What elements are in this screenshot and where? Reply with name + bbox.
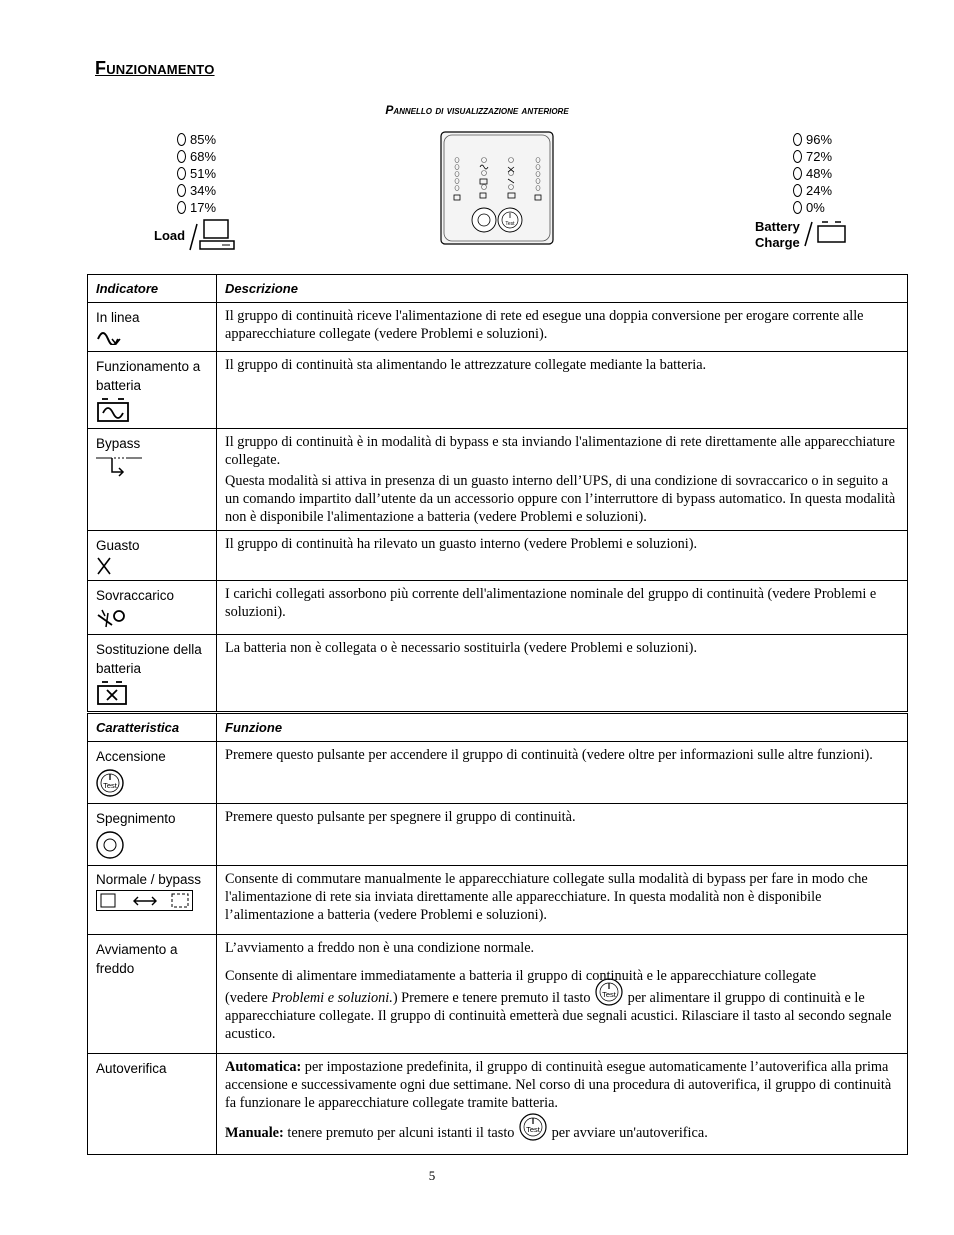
indicator-description: La batteria non è collegata o è necessario sostituirla (vedere Problemi e soluzioni). [225, 640, 698, 656]
test-button-icon [594, 977, 624, 1007]
feature-name: Avviamento a freddo [96, 942, 178, 976]
indicator-name: In linea [96, 310, 140, 325]
indicators-table [87, 274, 908, 712]
header-descrizione: Descrizione [217, 275, 908, 303]
battery-icon [803, 218, 849, 248]
load-led-17: 17% [177, 199, 216, 216]
indicator-name: Sovraccarico [96, 588, 175, 603]
feature-description: Premere questo pulsante per accendere il gruppo di continuità (vedere oltre per informazioni sulle altre funzioni). [225, 747, 873, 763]
page-number: 5 [428, 1168, 436, 1183]
feature-description: Automatica: per impostazione predefinita, il gruppo di continuità esegue automaticamente l’autoverifica alla prima accensione e successivamente ogni due settimane. Nel corso di una procedura di autoverifica, il gruppo di continuità fa funzionare le apparecchiature collegate tramite batteria. [225, 1059, 892, 1111]
power-on-test-button-icon [96, 768, 126, 798]
feature-description: Manuale: tenere premuto per alcuni istanti il tasto Test per avviare un'autoverifica. [225, 1124, 899, 1142]
feature-description: Consente di alimentare immediatamente a batteria il gruppo di continuità e le apparecchiature collegate [225, 968, 817, 984]
indicator-description: Il gruppo di continuità ha rilevato un guasto interno (vedere Problemi e soluzioni). [225, 536, 698, 552]
sine-wave-icon [96, 329, 128, 345]
normal-bypass-switch-icon [96, 890, 194, 912]
table-row [88, 935, 908, 1054]
battery-led-96: 96% [793, 131, 832, 148]
load-led-68: 68% [177, 148, 216, 165]
features-table [87, 713, 908, 1155]
header-caratteristica: Caratteristica [88, 714, 217, 742]
battery-led-24: 24% [793, 182, 832, 199]
load-label: Load [154, 228, 186, 243]
table-row [88, 352, 908, 429]
table-row [88, 581, 908, 635]
indicator-name: Funzionamento a batteria [96, 359, 201, 393]
feature-name: Autoverifica [96, 1061, 167, 1076]
feature-description: (vedere Problemi e soluzioni.) Premere e tenere premuto il tasto Test per alimentare il gruppo di continuità e le apparecchiature collegate. Il gruppo di continuità emetterà due segnali acustici. Rilasciare il tasto al secondo segnale acustico. [225, 989, 899, 1043]
header-funzione: Funzione [217, 714, 908, 742]
feature-name: Normale / bypass [96, 872, 202, 887]
replace-battery-icon [96, 680, 130, 706]
overload-icon [96, 607, 128, 629]
indicator-description: Il gruppo di continuità sta alimentando le attrezzature collegate mediante la batteria. [225, 357, 707, 373]
feature-description: Consente di commutare manualmente le apparecchiature collegate sulla modalità di bypass per fare in modo che l'alimentazione di rete sia inviata direttamente alle apparecchiature. In questa modalità non è disponibile l’alimentazione a batteria (vedere Problemi e soluzioni). [225, 871, 868, 923]
table-row [88, 635, 908, 712]
load-level-leds [177, 131, 216, 216]
svg-text:Test: Test [505, 221, 515, 227]
panel-subtitle: Pannello di visualizzazione anteriore [385, 103, 569, 117]
table-row [88, 742, 908, 804]
indicator-name: Sostituzione della batteria [96, 642, 202, 676]
table-row [88, 303, 908, 352]
svg-text:Test: Test [526, 1124, 540, 1134]
table-row [88, 429, 908, 531]
battery-sine-icon [96, 397, 132, 423]
battery-charge-label: Battery Charge [755, 219, 800, 250]
svg-text:Test: Test [103, 781, 117, 790]
fault-x-icon [96, 557, 116, 575]
indicator-name: Bypass [96, 436, 141, 451]
indicator-description: Questa modalità si attiva in presenza di un guasto interno dell’UPS, di una condizione di sovraccarico o in seguito a un comando impartito dall’utente da un accessorio oppure con l’interruttore di bypass automatico. In questa modalità non è disponibile l'alimentazione a batteria (vedere Problemi e soluzioni). [225, 473, 896, 525]
load-computer-icon [188, 218, 238, 252]
table-row [88, 866, 908, 935]
indicator-description: Il gruppo di continuità riceve l'alimentazione di rete ed esegue una doppia conversione per erogare corrente alle apparecchiature collegate (vedere Problemi e soluzioni). [225, 308, 864, 342]
svg-text:Test: Test [602, 989, 616, 999]
battery-led-0: 0% [793, 199, 832, 216]
header-indicatore: Indicatore [88, 275, 217, 303]
table-row [88, 531, 908, 581]
indicator-description: Il gruppo di continuità è in modalità di bypass e sta inviando l'alimentazione di rete direttamente alle apparecchiature collegate. [225, 434, 895, 468]
battery-led-48: 48% [793, 165, 832, 182]
load-led-85: 85% [177, 131, 216, 148]
table-row [88, 804, 908, 866]
indicator-description: I carichi collegati assorbono più corrente dell'alimentazione nominale del gruppo di continuità (vedere Problemi e soluzioni). [225, 586, 877, 620]
page-title: Funzionamento [95, 58, 215, 78]
test-button-icon [518, 1112, 548, 1142]
bypass-icon [96, 455, 144, 477]
feature-name: Accensione [96, 749, 166, 764]
feature-name: Spegnimento [96, 811, 176, 826]
load-led-34: 34% [177, 182, 216, 199]
feature-description: L’avviamento a freddo non è una condizione normale. [225, 940, 535, 956]
feature-description: Premere questo pulsante per spegnere il gruppo di continuità. [225, 809, 576, 825]
front-panel-diagram [440, 131, 555, 246]
indicator-name: Guasto [96, 538, 140, 553]
load-led-51: 51% [177, 165, 216, 182]
battery-led-72: 72% [793, 148, 832, 165]
power-off-button-icon [96, 830, 126, 860]
table-row [88, 1054, 908, 1155]
battery-charge-leds [793, 131, 832, 216]
